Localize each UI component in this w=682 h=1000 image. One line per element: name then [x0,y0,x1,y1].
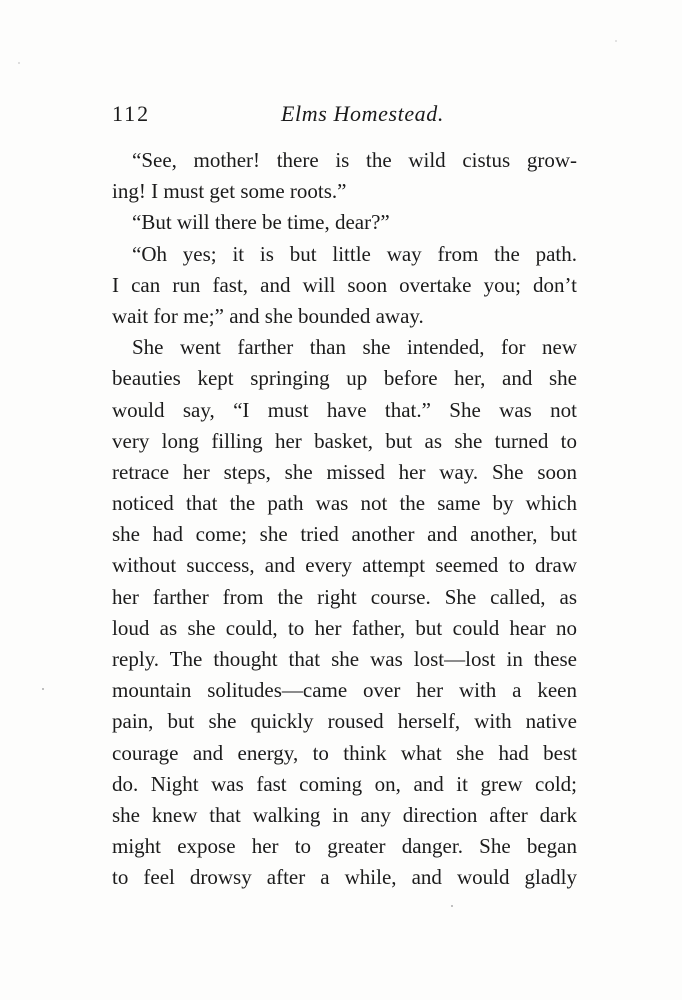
text-line: wait for me;” and she bounded away. [112,303,424,328]
text-line: without success, and every attempt seemed to draw [112,553,577,578]
text-line: She went farther than she intended, for new [132,335,577,360]
text-line: beauties kept springing up before her, and she [112,366,577,391]
text-line: retrace her steps, she missed her way. She soon [112,459,577,484]
paper-speck [451,905,453,907]
text-line: loud as she could, to her father, but could hear no [112,615,577,640]
text-line: do. Night was fast coming on, and it grew cold; [112,771,577,796]
text-line: “But will there be time, dear?” [132,210,390,235]
text-line: mountain solitudes—came over her with a keen [112,678,577,703]
text-line: “Oh yes; it is but little way from the path. [132,241,577,266]
page-number: 112 [112,101,151,126]
paper-speck [18,62,20,64]
text-line: would say, “I must have that.” She was not [112,397,577,422]
text-line: pain, but she quickly roused herself, with native [112,709,577,734]
text-line: courage and energy, to think what she had best [112,740,577,765]
text-line: reply. The thought that she was lost—lost in these [112,647,577,671]
running-head [112,98,577,130]
text-line: very long filling her basket, but as she turned to [112,428,577,453]
text-line: her farther from the right course. She called, as [112,584,577,609]
body-text [112,145,577,894]
text-line: ing! I must get some roots.” [112,179,347,204]
running-title: Elms Homestead. [281,101,444,126]
text-line: she knew that walking in any direction after dark [112,802,577,827]
paper-speck [615,40,617,42]
text-line: “See, mother! there is the wild cistus grow- [132,148,577,172]
text-line: she had come; she tried another and another, but [112,522,577,547]
paper-speck [42,688,44,690]
text-line: noticed that the path was not the same by which [112,491,577,516]
text-line: to feel drowsy after a while, and would gladly [112,865,577,890]
text-line: I can run fast, and will soon overtake you; don’t [112,272,577,297]
text-line: might expose her to greater danger. She began [112,834,577,859]
